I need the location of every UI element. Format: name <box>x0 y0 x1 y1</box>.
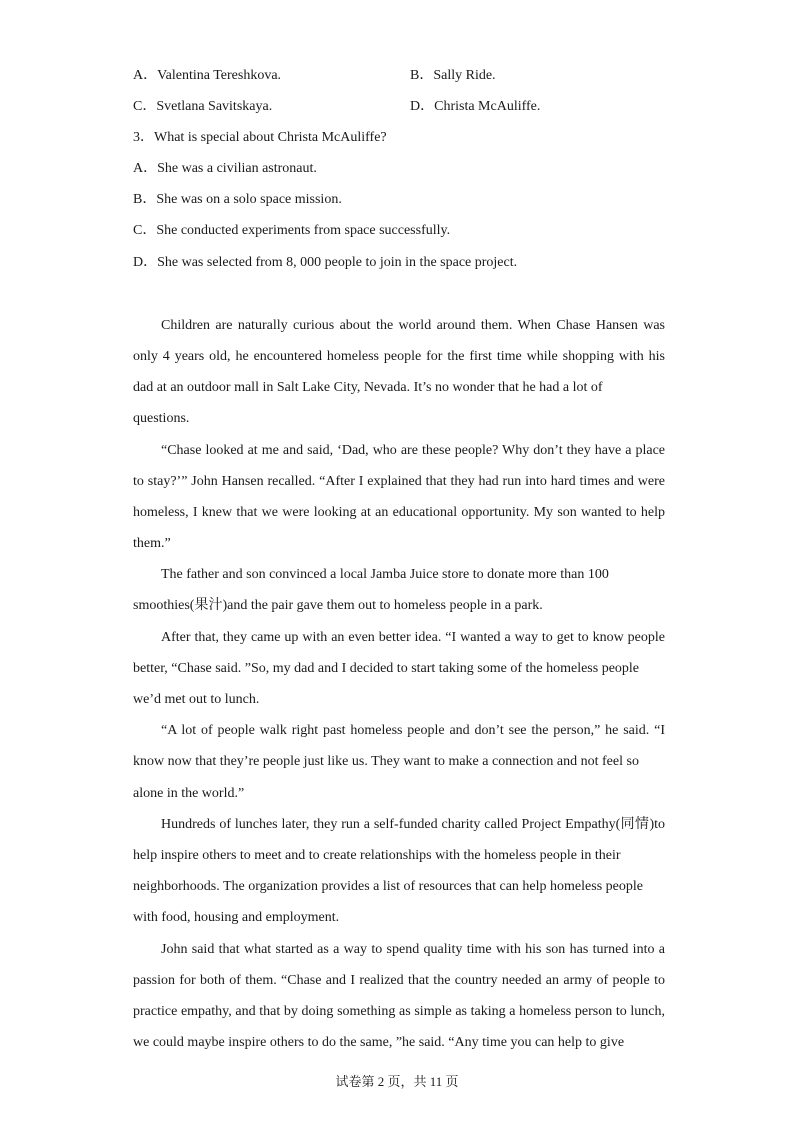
q3-option-b: B．She was on a solo space mission. <box>133 192 342 207</box>
passage-line: passion for both of them. “Chase and I realized that the country needed an army of people to <box>133 973 665 988</box>
passage-line: After that, they came up with an even better idea. “I wanted a way to get to know people <box>161 630 665 645</box>
passage-line: help inspire others to meet and to create relationships with the homeless people in their <box>133 848 621 863</box>
passage-line: The father and son convinced a local Jamba Juice store to donate more than 100 <box>161 567 609 582</box>
q2-option-a: A．Valentina Tereshkova. <box>133 68 282 83</box>
passage-line: John said that what started as a way to spend quality time with his son has turned into a <box>161 942 665 957</box>
passage-line: “A lot of people walk right past homeless people and don’t see the person,” he said. “I <box>161 723 665 738</box>
passage-line: practice empathy, and that by doing something as simple as taking a homeless person to lunch, <box>133 1004 665 1019</box>
passage-line: to stay?’” John Hansen recalled. “After I explained that they had run into hard times and were <box>133 474 665 489</box>
passage-line: smoothies(果汁)and the pair gave them out to homeless people in a park. <box>133 598 543 613</box>
passage-line: homeless, I knew that we were looking at an educational opportunity. My son wanted to help <box>133 505 665 520</box>
page-footer: 试卷第 2 页，共 11 页 <box>335 1074 459 1089</box>
passage-line: we could maybe inspire others to do the same, ”he said. “Any time you can help to give <box>133 1035 625 1050</box>
passage-line: dad at an outdoor mall in Salt Lake City, Nevada. It’s no wonder that he had a lot of <box>133 380 603 395</box>
q3-option-a: A．She was a civilian astronaut. <box>133 161 317 176</box>
passage-line: questions. <box>133 411 190 426</box>
q3-stem: 3．What is special about Christa McAuliffe? <box>133 130 387 145</box>
passage-line: “Chase looked at me and said, ‘Dad, who are these people? Why don’t they have a place <box>161 443 665 458</box>
passage-line: Children are naturally curious about the world around them. When Chase Hansen was <box>161 318 665 333</box>
passage-line: know now that they’re people just like us. They want to make a connection and not feel so <box>133 754 639 769</box>
passage-line: alone in the world.” <box>133 786 245 801</box>
passage-line: neighborhoods. The organization provides a list of resources that can help homeless people <box>133 879 643 894</box>
q3-option-d: D．She was selected from 8, 000 people to join in the space project. <box>133 255 518 270</box>
passage-line: we’d met out to lunch. <box>133 692 260 707</box>
passage-line: with food, housing and employment. <box>133 910 340 925</box>
passage-line: only 4 years old, he encountered homeless people for the first time while shopping with his <box>133 349 665 364</box>
q2-option-d: D．Christa McAuliffe. <box>410 99 541 114</box>
q3-option-c: C．She conducted experiments from space successfully. <box>133 223 451 238</box>
passage-line: them.” <box>133 536 171 551</box>
q2-option-c: C．Svetlana Savitskaya. <box>133 99 273 114</box>
passage-line: better, “Chase said. ”So, my dad and I decided to start taking some of the homeless people <box>133 661 640 676</box>
passage-line: Hundreds of lunches later, they run a self-funded charity called Project Empathy(同情)to <box>161 817 665 832</box>
q2-option-b: B．Sally Ride. <box>410 68 496 83</box>
